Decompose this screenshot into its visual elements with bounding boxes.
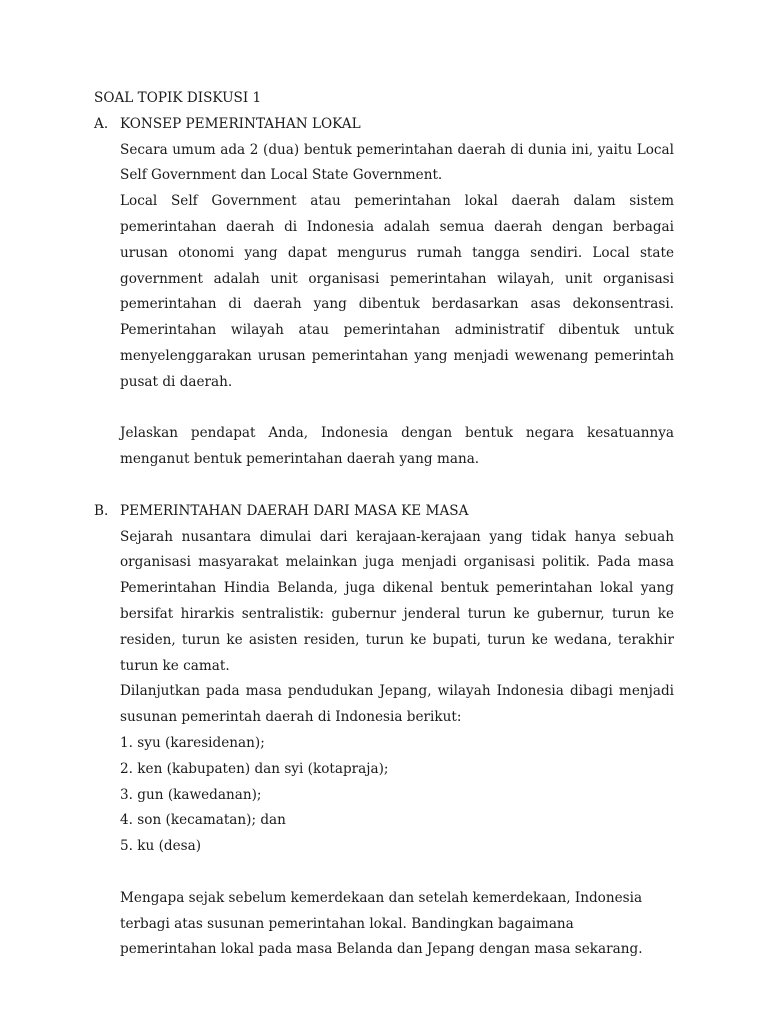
- section-a-paragraph-1: Secara umum ada 2 (dua) bentuk pemerintahan daerah di dunia ini, yaitu Local Self Government dan Local State Government.: [120, 141, 674, 184]
- section-a-body: [120, 138, 674, 473]
- section-b-body: [120, 525, 674, 964]
- section-b-heading: [94, 499, 674, 525]
- section-b-paragraph-2: Dilanjutkan pada masa pendudukan Jepang, wilayah Indonesia dibagi menjadi susunan pemerintah daerah di Indonesia berikut:: [120, 683, 674, 726]
- section-b-paragraph-1: Sejarah nusantara dimulai dari kerajaan-kerajaan yang tidak hanya sebuah organisasi masyarakat melainkan juga menjadi organisasi politik. Pada masa Pemerintahan Hindia Belanda, juga dikenal bentuk pemerintahan lokal yang bersifat hirarkis sentralistik: gubernur jenderal turun ke gubernur, turun ke residen, turun ke asisten residen, turun ke bupati, turun ke wedana, terakhir turun ke camat.: [120, 528, 674, 674]
- section-a-letter: A.: [94, 115, 109, 132]
- list-item: 5. ku (desa): [120, 838, 202, 855]
- spacer: [120, 860, 674, 886]
- spacer: [120, 396, 674, 422]
- section-b-question: Mengapa sejak sebelum kemerdekaan dan setelah kemerdekaan, Indonesia terbagi atas susunan pemerintahan lokal. Bandingkan bagaimana pemerintahan lokal pada masa Belanda dan Jepang dengan masa sekarang.: [120, 889, 643, 958]
- list-item: 2. ken (kabupaten) dan syi (kotapraja);: [120, 760, 389, 777]
- section-a-title: KONSEP PEMERINTAHAN LOKAL: [120, 115, 361, 132]
- list-item: 1. syu (karesidenan);: [120, 734, 265, 751]
- section-a-question: Jelaskan pendapat Anda, Indonesia dengan bentuk negara kesatuannya menganut bentuk pemerintahan daerah yang mana.: [120, 425, 674, 468]
- section-b-title: PEMERINTAHAN DAERAH DARI MASA KE MASA: [120, 502, 469, 519]
- spacer: [94, 473, 674, 499]
- document-page: [94, 86, 674, 963]
- document-title: SOAL TOPIK DISKUSI 1: [94, 90, 262, 106]
- list-item: 4. son (kecamatan); dan: [120, 812, 286, 829]
- section-b-letter: B.: [94, 502, 109, 519]
- region-list: [120, 731, 674, 860]
- list-item: 3. gun (kawedanan);: [120, 786, 262, 803]
- section-a-heading: [94, 112, 674, 138]
- section-a-paragraph-2: Local Self Government atau pemerintahan lokal daerah dalam sistem pemerintahan daerah di Indonesia adalah semua daerah dengan berbagai urusan otonomi yang dapat mengurus rumah tangga sendiri. Local state government adalah unit organisasi pemerintahan wilayah, unit organisasi pemerintahan di daerah yang dibentuk berdasarkan asas dekonsentrasi. Pemerintahan wilayah atau pemerintahan administratif dibentuk untuk menyelenggarakan urusan pemerintahan yang menjadi wewenang pemerintah pusat di daerah.: [120, 193, 674, 390]
